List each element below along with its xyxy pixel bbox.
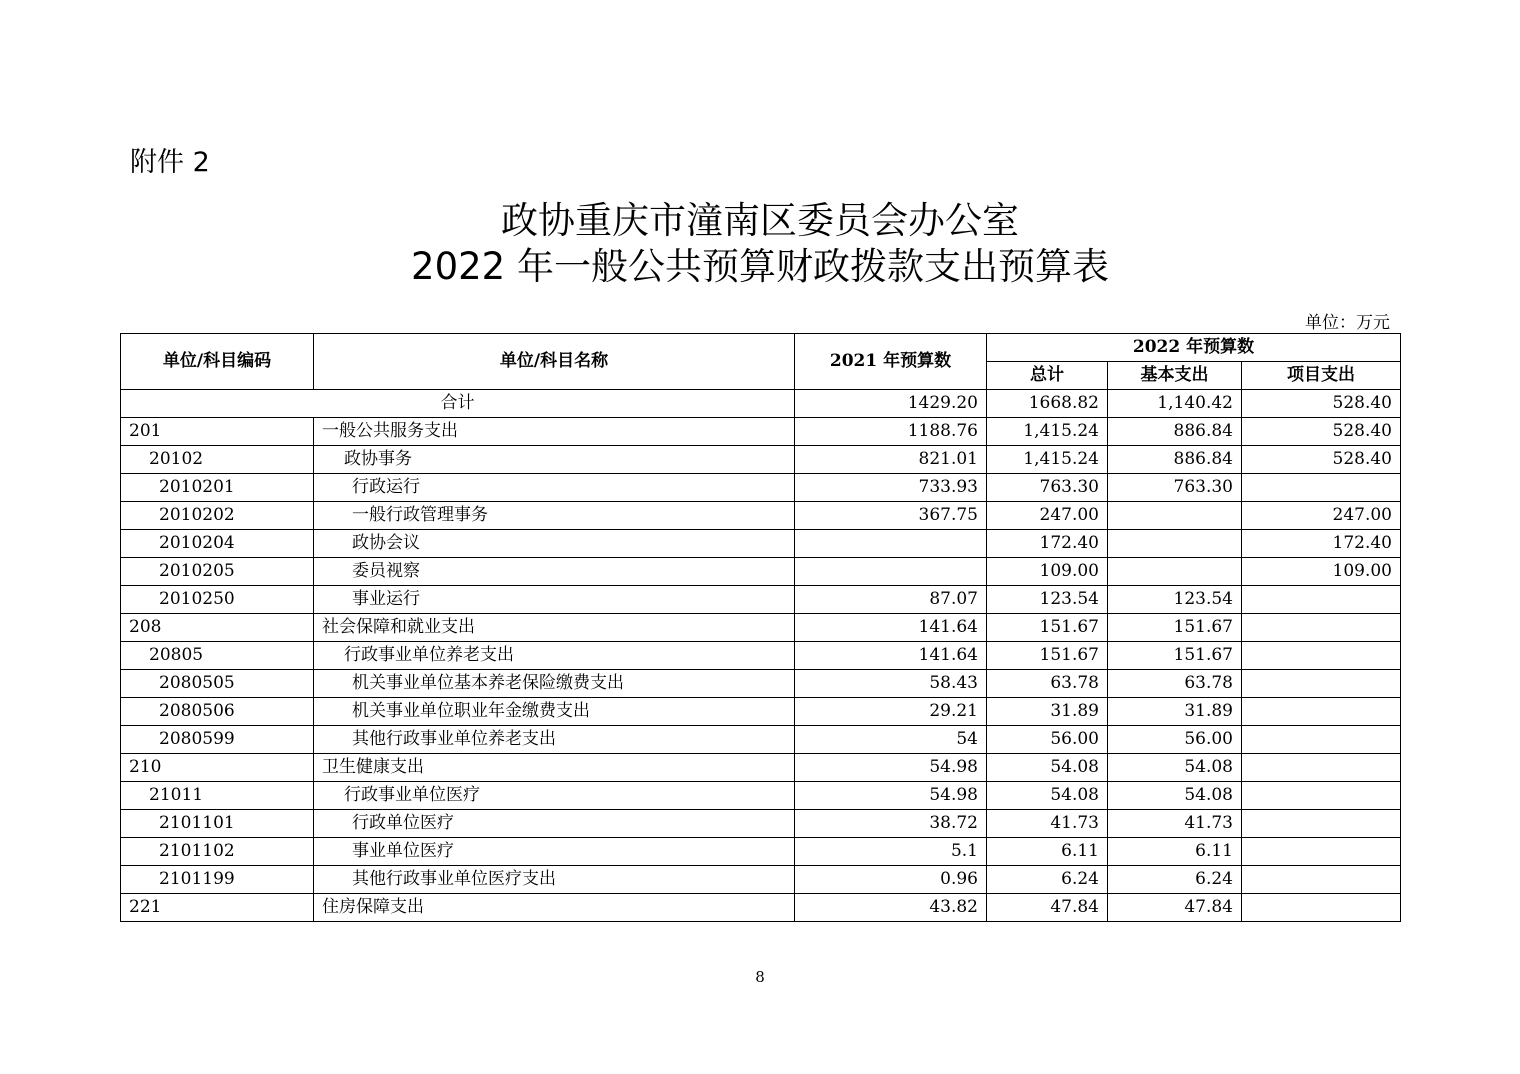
cell-total: 123.54 [987, 586, 1108, 614]
cell-budget-2021: 141.64 [795, 642, 987, 670]
cell-budget-2021: 43.82 [795, 894, 987, 922]
cell-budget-2021: 141.64 [795, 614, 987, 642]
cell-name: 行政单位医疗 [314, 810, 795, 838]
table-row [121, 418, 1401, 446]
table-row [121, 530, 1401, 558]
page-number: 8 [755, 968, 765, 986]
cell-code: 2101199 [121, 866, 314, 894]
cell-project [1242, 866, 1401, 894]
cell-project: 528.40 [1242, 418, 1401, 446]
cell-budget-2021: 29.21 [795, 698, 987, 726]
table-row [121, 642, 1401, 670]
attachment-label: 附件 2 [130, 147, 210, 178]
total-total: 1668.82 [987, 390, 1108, 418]
cell-project: 247.00 [1242, 502, 1401, 530]
cell-basic: 31.89 [1108, 698, 1242, 726]
table-row [121, 754, 1401, 782]
cell-code: 201 [121, 418, 314, 446]
cell-basic [1108, 558, 1242, 586]
cell-name: 行政事业单位养老支出 [314, 642, 795, 670]
cell-project [1242, 782, 1401, 810]
cell-name: 其他行政事业单位医疗支出 [314, 866, 795, 894]
cell-name: 政协会议 [314, 530, 795, 558]
table-row [121, 558, 1401, 586]
cell-code: 2010202 [121, 502, 314, 530]
cell-project [1242, 754, 1401, 782]
cell-project [1242, 894, 1401, 922]
cell-basic: 763.30 [1108, 474, 1242, 502]
table-row [121, 866, 1401, 894]
table-row [121, 446, 1401, 474]
header-budget-2021: 2021 年预算数 [795, 334, 987, 390]
cell-project [1242, 614, 1401, 642]
cell-total: 47.84 [987, 894, 1108, 922]
cell-total: 54.08 [987, 754, 1108, 782]
cell-name: 机关事业单位基本养老保险缴费支出 [314, 670, 795, 698]
cell-code: 2080599 [121, 726, 314, 754]
cell-total: 41.73 [987, 810, 1108, 838]
budget-table [120, 333, 1401, 922]
cell-basic: 54.08 [1108, 782, 1242, 810]
cell-code: 2010204 [121, 530, 314, 558]
document-title-line2: 2022 年一般公共预算财政拨款支出预算表 [411, 245, 1109, 288]
unit-label: 单位：万元 [1305, 313, 1390, 333]
cell-project: 172.40 [1242, 530, 1401, 558]
cell-total: 1,415.24 [987, 418, 1108, 446]
cell-total: 172.40 [987, 530, 1108, 558]
cell-name: 其他行政事业单位养老支出 [314, 726, 795, 754]
header-row [121, 334, 1401, 362]
cell-name: 卫生健康支出 [314, 754, 795, 782]
cell-budget-2021: 367.75 [795, 502, 987, 530]
cell-budget-2021 [795, 530, 987, 558]
cell-code: 2101102 [121, 838, 314, 866]
cell-project: 528.40 [1242, 446, 1401, 474]
cell-total: 6.11 [987, 838, 1108, 866]
table-row [121, 502, 1401, 530]
cell-budget-2021: 38.72 [795, 810, 987, 838]
table-row [121, 838, 1401, 866]
cell-total: 6.24 [987, 866, 1108, 894]
cell-name: 事业单位医疗 [314, 838, 795, 866]
cell-budget-2021: 54 [795, 726, 987, 754]
table-row [121, 614, 1401, 642]
header-budget-2022: 2022 年预算数 [987, 334, 1401, 362]
table-row [121, 810, 1401, 838]
cell-code: 210 [121, 754, 314, 782]
cell-basic: 56.00 [1108, 726, 1242, 754]
cell-name: 政协事务 [314, 446, 795, 474]
total-row [121, 390, 1401, 418]
header-basic: 基本支出 [1108, 362, 1242, 390]
total-budget-2021: 1429.20 [795, 390, 987, 418]
cell-project [1242, 474, 1401, 502]
cell-budget-2021: 0.96 [795, 866, 987, 894]
cell-budget-2021: 54.98 [795, 782, 987, 810]
cell-basic: 151.67 [1108, 614, 1242, 642]
cell-project [1242, 726, 1401, 754]
cell-basic: 54.08 [1108, 754, 1242, 782]
cell-project: 109.00 [1242, 558, 1401, 586]
cell-budget-2021: 58.43 [795, 670, 987, 698]
cell-project [1242, 642, 1401, 670]
cell-basic: 41.73 [1108, 810, 1242, 838]
cell-total: 56.00 [987, 726, 1108, 754]
cell-code: 2010250 [121, 586, 314, 614]
cell-name: 事业运行 [314, 586, 795, 614]
cell-code: 2101101 [121, 810, 314, 838]
cell-basic: 47.84 [1108, 894, 1242, 922]
cell-code: 21011 [121, 782, 314, 810]
total-label: 合计 [121, 390, 795, 418]
cell-basic: 886.84 [1108, 418, 1242, 446]
cell-name: 委员视察 [314, 558, 795, 586]
total-project: 528.40 [1242, 390, 1401, 418]
total-basic: 1,140.42 [1108, 390, 1242, 418]
document-title-line1: 政协重庆市潼南区委员会办公室 [501, 199, 1019, 242]
cell-name: 机关事业单位职业年金缴费支出 [314, 698, 795, 726]
cell-budget-2021: 54.98 [795, 754, 987, 782]
cell-total: 1,415.24 [987, 446, 1108, 474]
cell-project [1242, 698, 1401, 726]
cell-project [1242, 586, 1401, 614]
cell-budget-2021: 1188.76 [795, 418, 987, 446]
cell-code: 2080505 [121, 670, 314, 698]
cell-budget-2021: 733.93 [795, 474, 987, 502]
cell-name: 一般公共服务支出 [314, 418, 795, 446]
cell-project [1242, 810, 1401, 838]
cell-project [1242, 838, 1401, 866]
cell-total: 31.89 [987, 698, 1108, 726]
cell-basic: 6.24 [1108, 866, 1242, 894]
table-row [121, 894, 1401, 922]
cell-budget-2021 [795, 558, 987, 586]
cell-name: 社会保障和就业支出 [314, 614, 795, 642]
cell-basic [1108, 530, 1242, 558]
cell-name: 行政运行 [314, 474, 795, 502]
table-row [121, 474, 1401, 502]
cell-code: 2010201 [121, 474, 314, 502]
table-row [121, 726, 1401, 754]
table-row [121, 586, 1401, 614]
cell-budget-2021: 87.07 [795, 586, 987, 614]
cell-name: 行政事业单位医疗 [314, 782, 795, 810]
cell-total: 109.00 [987, 558, 1108, 586]
header-total: 总计 [987, 362, 1108, 390]
cell-name: 住房保障支出 [314, 894, 795, 922]
cell-total: 763.30 [987, 474, 1108, 502]
cell-code: 2080506 [121, 698, 314, 726]
cell-total: 54.08 [987, 782, 1108, 810]
cell-total: 63.78 [987, 670, 1108, 698]
cell-code: 208 [121, 614, 314, 642]
cell-code: 20805 [121, 642, 314, 670]
table-row [121, 670, 1401, 698]
cell-basic: 123.54 [1108, 586, 1242, 614]
cell-basic: 151.67 [1108, 642, 1242, 670]
cell-total: 151.67 [987, 642, 1108, 670]
header-name: 单位/科目名称 [314, 334, 795, 390]
cell-code: 2010205 [121, 558, 314, 586]
cell-code: 20102 [121, 446, 314, 474]
cell-basic: 886.84 [1108, 446, 1242, 474]
cell-basic: 63.78 [1108, 670, 1242, 698]
cell-code: 221 [121, 894, 314, 922]
table-row [121, 782, 1401, 810]
cell-basic [1108, 502, 1242, 530]
cell-name: 一般行政管理事务 [314, 502, 795, 530]
header-project: 项目支出 [1242, 362, 1401, 390]
cell-total: 151.67 [987, 614, 1108, 642]
cell-budget-2021: 821.01 [795, 446, 987, 474]
cell-budget-2021: 5.1 [795, 838, 987, 866]
cell-project [1242, 670, 1401, 698]
table-row [121, 698, 1401, 726]
cell-basic: 6.11 [1108, 838, 1242, 866]
cell-total: 247.00 [987, 502, 1108, 530]
header-code: 单位/科目编码 [121, 334, 314, 390]
